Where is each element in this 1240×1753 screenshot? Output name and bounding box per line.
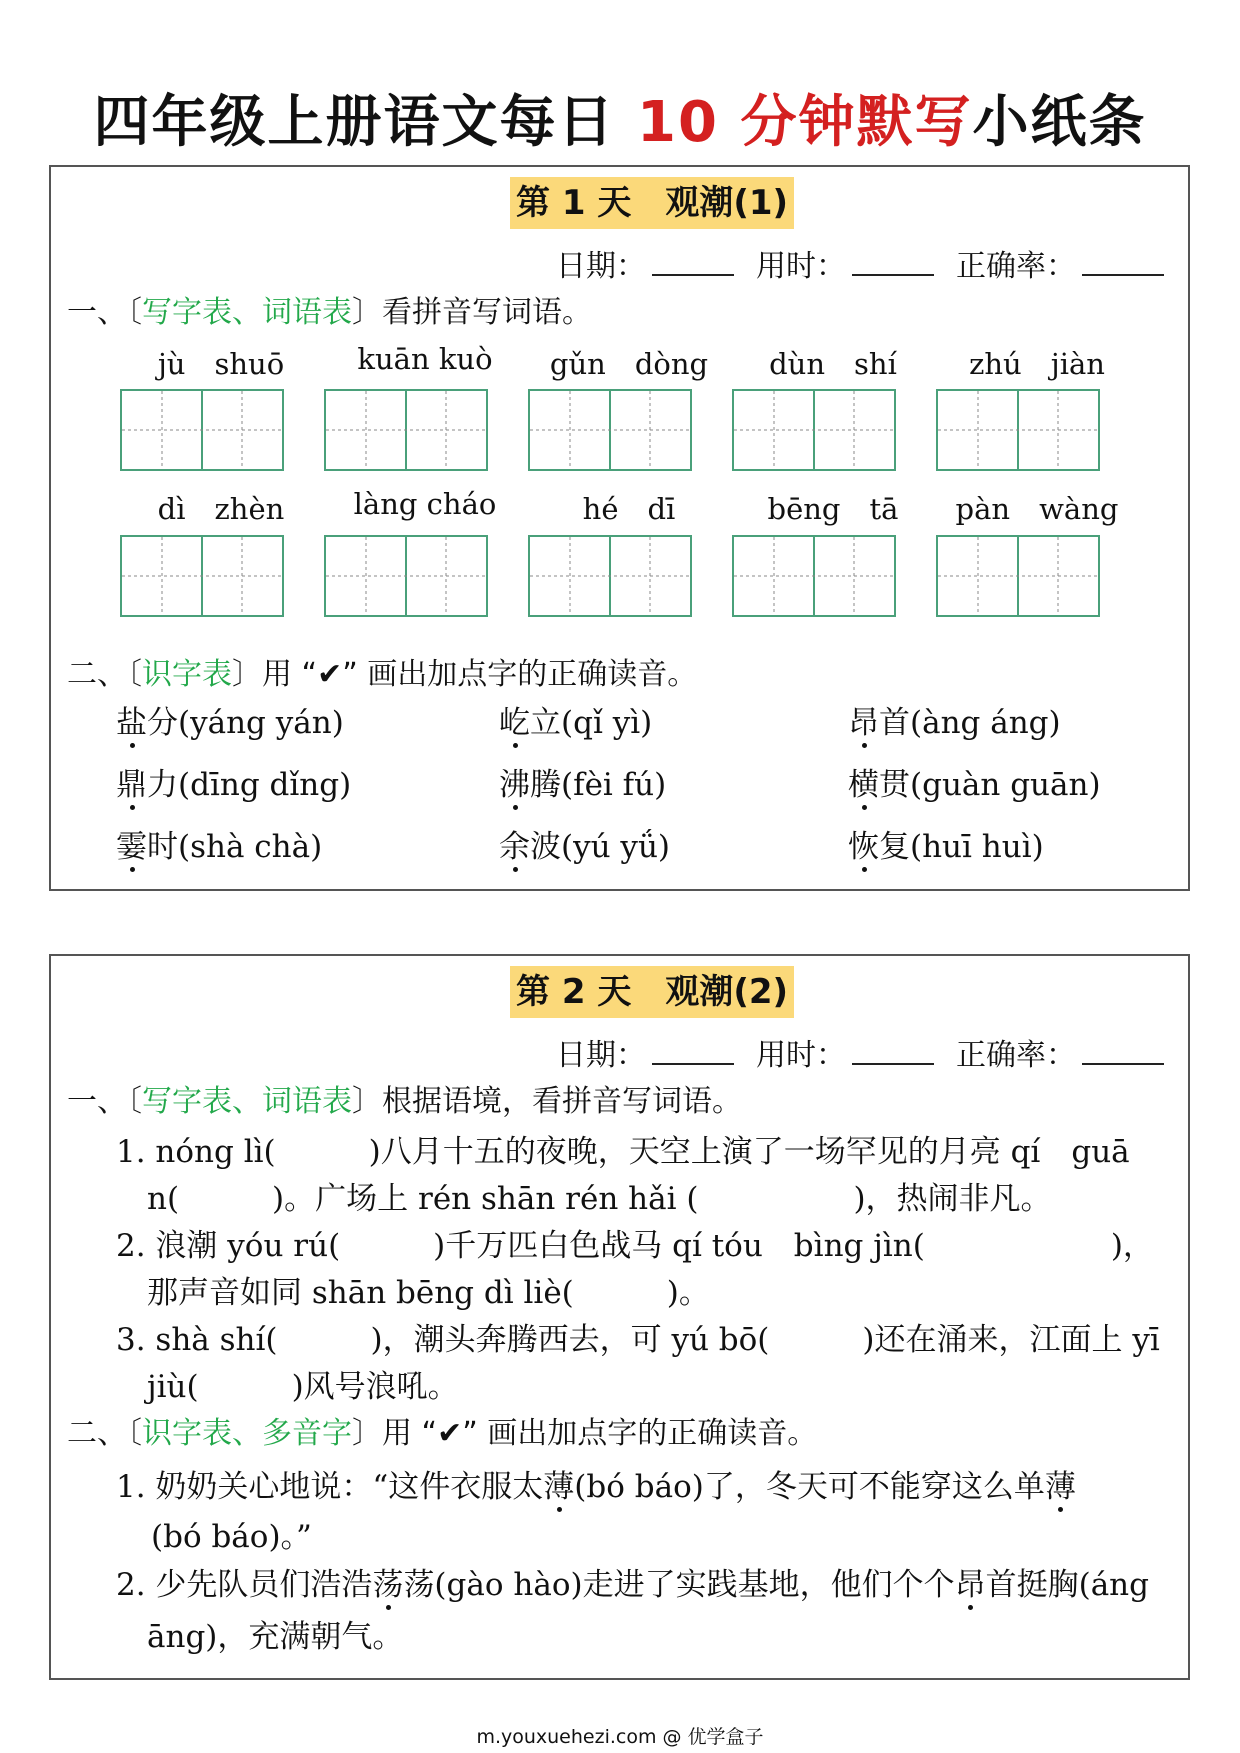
day2-title: 第 2 天 观潮(2) [510, 966, 794, 1018]
sentence-line: 1. nóng lì( )八月十五的夜晚，天空上演了一场罕见的月亮 qí guā [116, 1134, 1130, 1170]
reading-option[interactable]: 余波(yú yǘ) [499, 821, 670, 866]
pinyin: dì zhèn [157, 492, 285, 526]
day2-section2-heading: 二、〔识字表、多音字〕用 “✔” 画出加点字的正确读音。 [67, 1416, 818, 1451]
reading-option[interactable]: 屹立(qǐ yì) [499, 697, 652, 742]
day2-section1-heading: 一、〔写字表、词语表〕根据语境，看拼音写词语。 [67, 1084, 742, 1119]
time-blank[interactable] [852, 1039, 934, 1065]
writing-grid[interactable] [528, 535, 692, 617]
reading-option[interactable]: 霎时(shà chà) [116, 821, 322, 866]
question-2-cont: āng)，充满朝气。 [116, 1619, 404, 1655]
day1-section2-heading: 二、〔识字表〕用 “✔” 画出加点字的正确读音。 [67, 657, 698, 692]
writing-grid[interactable] [324, 535, 488, 617]
pinyin: kuān kuò [357, 342, 493, 376]
question-2[interactable]: 2. 少先队员们浩浩荡荡(gào hào)走进了实践基地，他们个个昂首挺胸(áng [116, 1559, 1149, 1604]
writing-grid[interactable] [528, 389, 692, 471]
sentence-line: 那声音如同 shān bēng dì liè( )。 [116, 1275, 710, 1311]
page-title: 四年级上册语文每日 10 分钟默写小纸条 [93, 90, 1147, 155]
day1-card [49, 165, 1190, 891]
pinyin: dùn shí [769, 347, 897, 381]
question-1-cont: (bó báo)。” [151, 1519, 312, 1555]
pinyin: bēng tā [767, 492, 899, 526]
pinyin: zhú jiàn [969, 347, 1105, 381]
day1-meta: 日期： 用时： 正确率： [556, 241, 1186, 285]
pinyin: gǔn dòng [549, 347, 709, 381]
reading-option[interactable]: 沸腾(fèi fú) [499, 759, 666, 804]
reading-option[interactable]: 横贯(guàn guān) [848, 759, 1101, 804]
writing-grid[interactable] [936, 535, 1100, 617]
time-blank[interactable] [852, 250, 934, 276]
question-1[interactable]: 1. 奶奶关心地说：“这件衣服太薄(bó báo)了，冬天可不能穿这么单薄 [116, 1461, 1076, 1506]
pinyin: làng cháo [353, 487, 497, 521]
reading-option[interactable]: 恢复(huī huì) [848, 821, 1044, 866]
day2-card [49, 954, 1190, 1680]
reading-option[interactable]: 昂首(àng áng) [848, 697, 1061, 742]
sentence-line: n( )。广场上 rén shān rén hǎi ( )，热闹非凡。 [116, 1181, 1052, 1217]
writing-grid[interactable] [120, 389, 284, 471]
day2-meta: 日期： 用时： 正确率： [556, 1030, 1186, 1074]
pinyin: hé dī [582, 492, 676, 526]
date-blank[interactable] [652, 250, 734, 276]
sentence-line: 3. shà shí( )，潮头奔腾西去，可 yú bō( )还在涌来，江面上 yī [116, 1322, 1160, 1358]
accuracy-blank[interactable] [1082, 250, 1164, 276]
day1-section1-heading: 一、〔写字表、词语表〕看拼音写词语。 [67, 295, 592, 330]
writing-grid[interactable] [936, 389, 1100, 471]
accuracy-blank[interactable] [1082, 1039, 1164, 1065]
writing-grid[interactable] [120, 535, 284, 617]
writing-grid[interactable] [732, 535, 896, 617]
sentence-line: 2. 浪潮 yóu rú( )千万匹白色战马 qí tóu bìng jìn( )， [116, 1228, 1154, 1264]
pinyin: jù shuō [157, 347, 285, 381]
pinyin: pàn wàng [955, 492, 1119, 526]
footer-source: m.youxuehezi.com @ 优学盒子 [476, 1726, 764, 1748]
date-blank[interactable] [652, 1039, 734, 1065]
sentence-line: jiù( )风号浪吼。 [116, 1369, 459, 1405]
reading-option[interactable]: 鼎力(dīng dǐng) [116, 759, 351, 804]
writing-grid[interactable] [324, 389, 488, 471]
writing-grid[interactable] [732, 389, 896, 471]
day1-title: 第 1 天 观潮(1) [510, 177, 794, 229]
reading-option[interactable]: 盐分(yáng yán) [116, 697, 344, 742]
